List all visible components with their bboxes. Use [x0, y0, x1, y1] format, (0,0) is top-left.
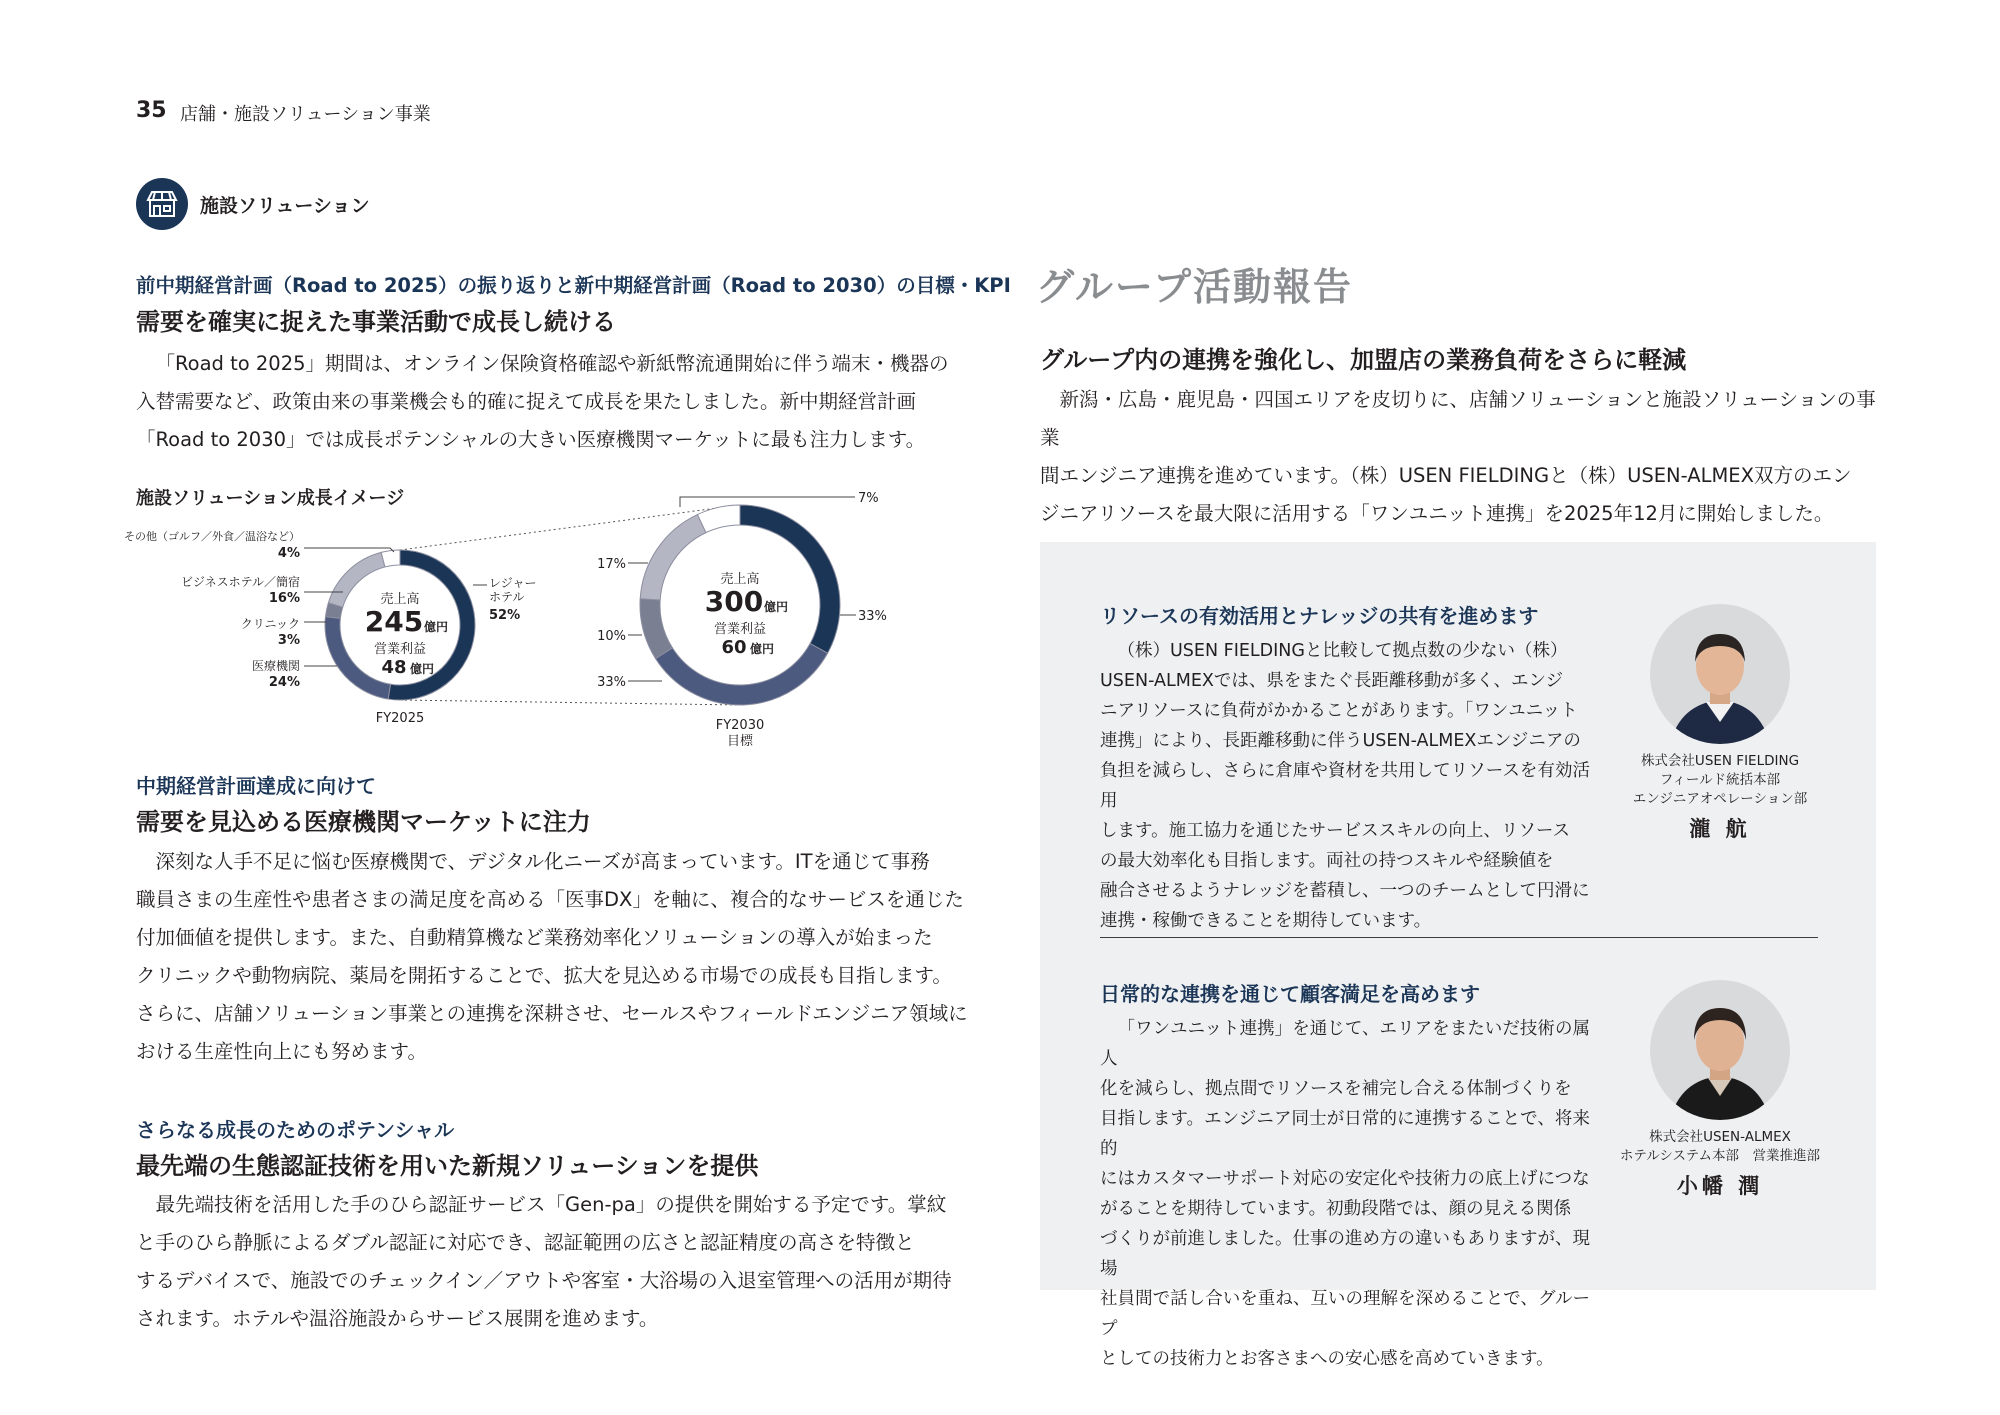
- sales-unit: 億円: [763, 600, 789, 614]
- paragraph-line: します。施工協力を通じたサービススキルの向上、リソース: [1100, 821, 1571, 841]
- paragraph-line: クリニックや動物病院、薬局を開拓することで、拡大を見込める市場での成長も目指します。: [136, 964, 952, 987]
- paragraph-line: と手のひら静脈によるダブル認証に対応でき、認証範囲の広さと認証精度の高さを特徴と: [136, 1231, 915, 1254]
- paragraph-line: （株）USEN FIELDINGと比較して拠点数の少ない（株）: [1117, 641, 1568, 661]
- sales-value: 245: [364, 605, 424, 638]
- segment-value: 4%: [277, 546, 300, 561]
- segment-value: 3%: [277, 633, 300, 648]
- profit-label: 営業利益: [373, 642, 427, 657]
- page-title: 店舗・施設ソリューション事業: [180, 104, 431, 125]
- connector-line: [400, 700, 740, 705]
- paragraph-line: 「Road to 2030」では成長ポテンシャルの大きい医療機関マーケットに最も注力します。: [136, 428, 926, 451]
- section1-subtitle: 前中期経営計画（Road to 2025）の振り返りと新中期経営計画（Road to 2030）の目標・KPI: [136, 274, 1011, 297]
- sales-label: 売上高: [720, 572, 760, 587]
- donut-fy2025: [124, 529, 536, 726]
- segment-name: レジャー: [489, 576, 537, 590]
- profit-unit: 億円: [409, 662, 435, 676]
- profit-label: 営業利益: [713, 622, 767, 637]
- segment-name: 医療機関: [251, 659, 300, 673]
- donut-fy2030: [597, 491, 887, 749]
- paragraph-line: 「Road to 2025」期間は、オンライン保険資格確認や新紙幣流通開始に伴う端末・機器の: [155, 352, 949, 375]
- interview2-subtitle: 日常的な連携を通じて顧客満足を高めます: [1100, 982, 1480, 1006]
- paragraph-line: 連携・稼働できることを期待しています。: [1100, 911, 1432, 931]
- segment-name: クリニック: [240, 617, 300, 631]
- paragraph-line: 入替需要など、政策由来の事業機会も的確に捉えて成長を果たしました。新中期経営計画: [136, 390, 917, 413]
- segment-value: 16%: [268, 591, 300, 606]
- segment-name: ホテル: [489, 590, 525, 604]
- affiliation-line: フィールド統括本部: [1659, 772, 1781, 788]
- paragraph-line: されます。ホテルや温浴施設からサービス展開を進めます。: [136, 1307, 659, 1330]
- paragraph-line: するデバイスで、施設でのチェックイン／アウトや客室・大浴場の入退室管理への活用が期待: [136, 1269, 952, 1292]
- affiliation-line: ホテルシステム本部 営業推進部: [1619, 1148, 1821, 1164]
- group-heading: グループ内の連携を強化し、加盟店の業務負荷をさらに軽減: [1040, 346, 1687, 374]
- paragraph-line: 連携」により、長距離移動に伴うUSEN-ALMEXエンジニアの: [1100, 731, 1581, 751]
- segment-value: 10%: [597, 629, 626, 644]
- profit-value: 60: [721, 637, 747, 658]
- paragraph-line: 職員さまの生産性や患者さまの満足度を高める「医事DX」を軸に、複合的なサービスを通じた: [136, 888, 964, 911]
- paragraph-line: 社員間で話し合いを重ね、互いの理解を深めることで、グループ: [1100, 1289, 1590, 1339]
- section2-heading: 需要を見込める医療機関マーケットに注力: [136, 808, 591, 836]
- affiliation-line: 株式会社USEN-ALMEX: [1649, 1129, 1791, 1145]
- paragraph-line: 「ワンユニット連携」を通じて、エリアをまたいだ技術の属人: [1100, 1019, 1590, 1069]
- store-icon: [136, 178, 188, 230]
- paragraph-line: の最大効率化も目指します。両社の持つスキルや経験値を: [1100, 851, 1554, 871]
- segment-value: 24%: [268, 675, 300, 690]
- donut-segment: [381, 550, 400, 567]
- profit-value: 48: [381, 657, 407, 678]
- paragraph-line: 最先端技術を活用した手のひら認証サービス「Gen-pa」の提供を開始する予定です。掌紋: [155, 1193, 947, 1216]
- group-report-title: グループ活動報告: [1036, 265, 1353, 309]
- section3-body: [136, 1186, 986, 1338]
- affiliation-line: 株式会社USEN FIELDING: [1640, 753, 1800, 769]
- chart-title: 施設ソリューション成長イメージ: [136, 488, 405, 509]
- interview1-subtitle: リソースの有効活用とナレッジの共有を進めます: [1100, 604, 1539, 628]
- paragraph-line: 付加価値を提供します。また、自動精算機など業務効率化ソリューションの導入が始まった: [136, 926, 933, 949]
- segment-value: 33%: [597, 675, 626, 690]
- section2-body: [136, 843, 986, 1071]
- donut-segment: [697, 505, 740, 533]
- interview1-name: 瀧 航: [1689, 817, 1751, 841]
- interview2-body: [1100, 1014, 1590, 1374]
- leader-line: [680, 497, 855, 507]
- paragraph-line: 新潟・広島・鹿児島・四国エリアを皮切りに、店舗ソリューションと施設ソリューションの事業: [1040, 388, 1876, 449]
- affiliation-line: エンジニアオペレーション部: [1632, 791, 1808, 807]
- paragraph-line: ニアリソースに負荷がかかることがあります。「ワンユニット: [1100, 701, 1578, 721]
- interview2-affiliation: [1600, 1128, 1840, 1166]
- sales-label: 売上高: [380, 592, 420, 607]
- segment-name: ビジネスホテル／簡宿: [180, 575, 300, 589]
- group-body: [1040, 381, 1890, 533]
- paragraph-line: さらに、店舗ソリューション事業との連携を深耕させ、セールスやフィールドエンジニア領域に: [136, 1002, 968, 1025]
- donut-segment: [640, 599, 672, 659]
- donut-segment: [640, 515, 706, 600]
- paragraph-line: づくりが前進しました。仕事の進め方の違いもありますが、現場: [1100, 1229, 1590, 1279]
- sales-unit: 億円: [423, 620, 449, 634]
- period-label: 目標: [726, 734, 754, 749]
- paragraph-line: にはカスタマーサポート対応の安定化や技術力の底上げにつな: [1100, 1169, 1590, 1189]
- interview1-body: [1100, 636, 1590, 936]
- paragraph-line: 化を減らし、拠点間でリソースを補完し合える体制づくりを: [1100, 1079, 1572, 1099]
- period-label: FY2030: [715, 718, 765, 733]
- paragraph-line: 負担を減らし、さらに倉庫や資材を共用してリソースを有効活用: [1100, 761, 1590, 811]
- interview1-affiliation: [1600, 752, 1840, 809]
- paragraph-line: 融合させるようナレッジを蓄積し、一つのチームとして円滑に: [1100, 881, 1590, 901]
- section3-heading: 最先端の生態認証技術を用いた新規ソリューションを提供: [136, 1152, 759, 1180]
- period-label: FY2025: [375, 711, 425, 726]
- growth-chart: [120, 490, 920, 750]
- segment-value: 52%: [489, 608, 521, 623]
- page-number: 35: [136, 98, 167, 123]
- section3-subtitle: さらなる成長のためのポテンシャル: [136, 1118, 455, 1142]
- segment-value: 33%: [858, 609, 887, 624]
- paragraph-line: USEN-ALMEXでは、県をまたぐ長距離移動が多く、エンジ: [1100, 671, 1564, 691]
- sales-value: 300: [704, 585, 764, 618]
- segment-name: その他（ゴルフ／外食／温浴など）: [124, 530, 300, 543]
- section1-body: [136, 345, 986, 459]
- portrait-photo: [1650, 604, 1790, 744]
- donut-segment: [328, 552, 385, 607]
- section1-heading: 需要を確実に捉えた事業活動で成長し続ける: [136, 308, 616, 336]
- profit-unit: 億円: [749, 642, 775, 656]
- paragraph-line: ジニアリソースを最大限に活用する「ワンユニット連携」を2025年12月に開始しました。: [1040, 502, 1834, 525]
- portrait-photo: [1650, 980, 1790, 1120]
- segment-value: 17%: [597, 557, 626, 572]
- paragraph-line: としての技術力とお客さまへの安心感を高めていきます。: [1100, 1349, 1554, 1369]
- leader-line: [304, 548, 394, 552]
- segment-value: 7%: [858, 491, 879, 506]
- paragraph-line: 間エンジニア連携を進めています。（株）USEN FIELDINGと（株）USEN-ALMEX双方のエン: [1040, 464, 1852, 487]
- interview2-name: 小幡 潤: [1676, 1174, 1764, 1198]
- section-badge-label: 施設ソリューション: [200, 195, 370, 217]
- paragraph-line: おける生産性向上にも努めます。: [136, 1040, 427, 1063]
- divider: [1100, 937, 1818, 938]
- paragraph-line: 深刻な人手不足に悩む医療機関で、デジタル化ニーズが高まっています。ITを通じて事務: [155, 850, 930, 873]
- section2-subtitle: 中期経営計画達成に向けて: [136, 774, 376, 798]
- paragraph-line: がることを期待しています。初動段階では、顔の見える関係: [1100, 1199, 1572, 1219]
- paragraph-line: 目指します。エンジニア同士が日常的に連携することで、将来的: [1100, 1109, 1590, 1159]
